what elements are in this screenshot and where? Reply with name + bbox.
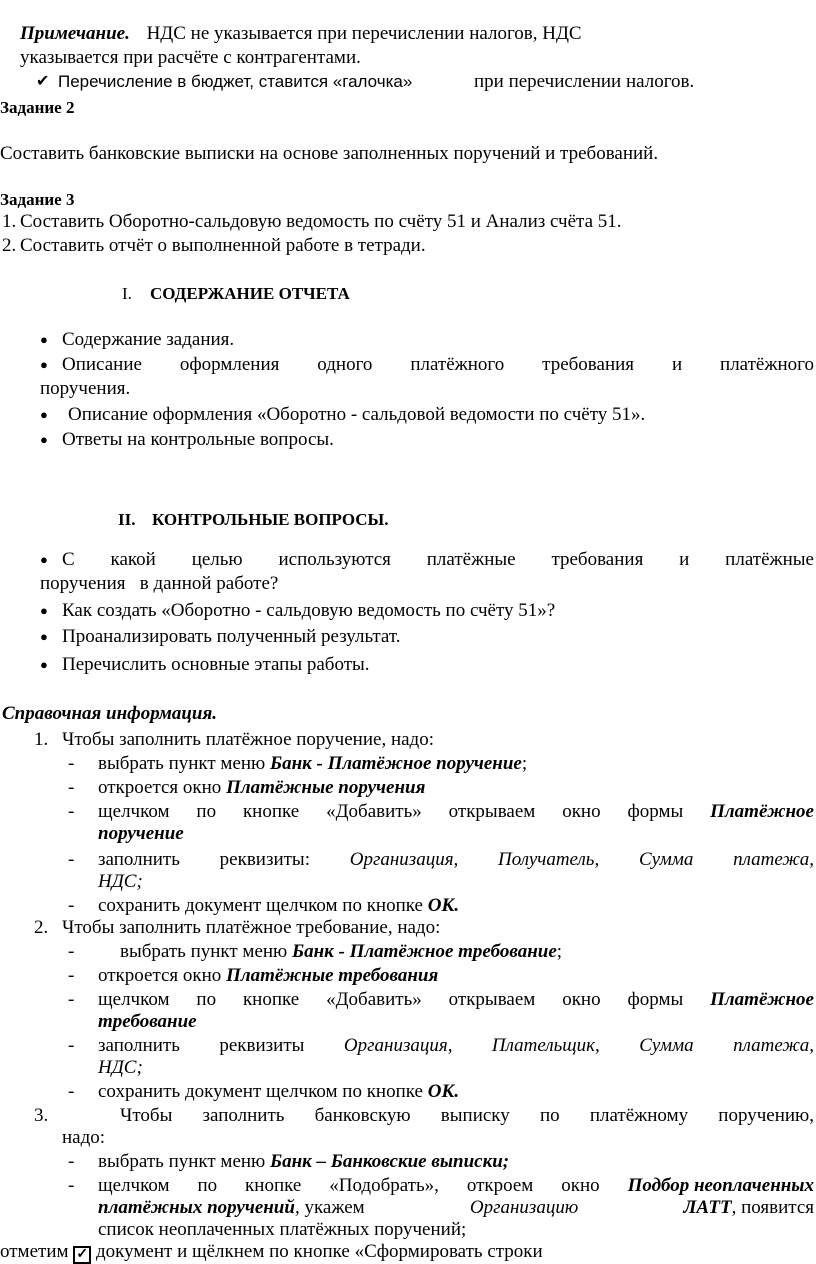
ref-p2-s3 xyxy=(98,988,814,1012)
dash: - xyxy=(68,1035,75,1056)
word: реквизиты: xyxy=(219,849,310,870)
text: ; xyxy=(521,753,528,774)
phrase xyxy=(683,1196,814,1220)
dash: - xyxy=(68,1081,75,1102)
word: по xyxy=(196,801,217,822)
ref-p1-s3-cont: поручение xyxy=(98,823,184,844)
word: открываем xyxy=(448,989,536,1010)
word: какой xyxy=(110,549,156,570)
task3-item-1-num: 1. xyxy=(2,211,17,232)
field: Организация, xyxy=(343,1035,453,1056)
dash: - xyxy=(68,777,75,798)
window-name: Подбор неоплаченных xyxy=(627,1175,814,1196)
word: по xyxy=(539,1105,560,1126)
note-text-2: указывается при расчёте с контрагентами. xyxy=(20,47,361,68)
ref-p1-text: Чтобы заполнить платёжное поручение, надо: xyxy=(62,729,434,750)
ref-p1-s3 xyxy=(98,800,814,824)
word: окно xyxy=(562,989,601,1010)
ref-p2-s4 xyxy=(98,1034,814,1058)
word: одного xyxy=(317,354,373,375)
ref-p1-s5 xyxy=(98,894,459,918)
text: , укажем xyxy=(294,1197,365,1218)
word: оформления xyxy=(179,354,280,375)
word: кнопке xyxy=(242,989,300,1010)
text: ; xyxy=(556,941,563,962)
field: Сумма xyxy=(638,849,694,870)
note-check-text-2: при перечислении налогов. xyxy=(474,71,695,92)
phrase xyxy=(98,1196,365,1220)
task2-title: Задание 2 xyxy=(0,98,75,117)
checkmark-icon: ✔ xyxy=(36,73,50,90)
form-name: Платёжное xyxy=(710,801,814,822)
section2-item-2: Как создать «Оборотно - сальдовую ведомость по счёту 51»? xyxy=(62,600,556,621)
word: заполнить xyxy=(98,1035,180,1056)
word: банковскую xyxy=(314,1105,411,1126)
task2-text: Составить банковские выписки на основе заполненных поручений и требований. xyxy=(0,143,659,164)
ref-p2-s4-cont: НДС; xyxy=(98,1057,143,1078)
word: и xyxy=(679,549,690,570)
bullet-icon: ● xyxy=(40,657,48,672)
word: и xyxy=(671,354,683,375)
word: выписку xyxy=(440,1105,510,1126)
text: отметим xyxy=(0,1241,74,1262)
word: требования xyxy=(551,549,644,570)
ref-p3-text xyxy=(120,1104,814,1128)
word: по xyxy=(196,989,217,1010)
word: заполнить xyxy=(202,1105,285,1126)
dash: - xyxy=(68,895,75,916)
section2-item-1-cont: поручения в данной работе? xyxy=(40,573,279,594)
window-name: Платёжные требования xyxy=(226,965,439,986)
dash: - xyxy=(68,1151,75,1172)
bullet-icon: ● xyxy=(40,407,48,422)
ref-last-line xyxy=(0,1240,543,1264)
text: выбрать пункт меню xyxy=(98,1151,271,1172)
section1-item-1: Содержание задания. xyxy=(62,329,235,350)
window-name: Платёжные поручения xyxy=(226,777,426,798)
ref-p2-s1 xyxy=(120,940,562,964)
bullet-icon: ● xyxy=(40,357,48,372)
ref-p3-text-cont: надо: xyxy=(62,1127,106,1148)
text: выбрать пункт меню xyxy=(98,753,271,774)
text: откроется окно xyxy=(98,965,227,986)
window-name: платёжных поручений xyxy=(98,1197,295,1218)
dash: - xyxy=(68,849,75,870)
ref-p2-s5 xyxy=(98,1080,459,1104)
ref-p2-s3-cont: требование xyxy=(98,1011,197,1032)
section1-item-2-cont: поручения. xyxy=(40,378,131,399)
word: платёжные xyxy=(426,549,516,570)
text: сохранить документ щелчком по кнопке xyxy=(98,895,428,916)
word: щелчком xyxy=(98,1175,170,1196)
word: окно xyxy=(562,801,601,822)
field: Плательщик, xyxy=(491,1035,600,1056)
field: Получатель, xyxy=(498,849,600,870)
note-label: Примечание. xyxy=(20,23,130,44)
text: сохранить документ щелчком по кнопке xyxy=(98,1081,428,1102)
ref-p2-num: 2. xyxy=(34,917,49,938)
word: требования xyxy=(542,354,635,375)
dash: - xyxy=(68,753,75,774)
field: платежа, xyxy=(733,849,814,870)
ref-p1-s4-cont: НДС; xyxy=(98,871,143,892)
task3-item-2: Составить отчёт о выполненной работе в тетради. xyxy=(20,235,426,256)
dash: - xyxy=(68,1175,75,1196)
text: выбрать пункт меню xyxy=(120,941,293,962)
field: Сумма xyxy=(639,1035,694,1056)
note-text-1: НДС не указывается при перечислении налогов, НДС xyxy=(146,23,582,44)
field: Организация, xyxy=(349,849,459,870)
word: щелчком xyxy=(98,801,170,822)
word: поручению, xyxy=(718,1105,814,1126)
word: «Добавить» xyxy=(326,801,422,822)
dash: - xyxy=(68,801,75,822)
section2-item-4: Перечислить основные этапы работы. xyxy=(62,654,370,675)
word: формы xyxy=(627,989,684,1010)
word: щелчком xyxy=(98,989,170,1010)
ref-p3-s1 xyxy=(98,1150,509,1174)
section2-num: II. xyxy=(118,510,136,529)
word: используются xyxy=(278,549,391,570)
menu-path: Банк - Платёжное поручение xyxy=(270,753,522,774)
word: «Подобрать», xyxy=(329,1175,439,1196)
section2-title: КОНТРОЛЬНЫЕ ВОПРОСЫ. xyxy=(152,510,389,529)
field: Организацию xyxy=(469,1197,579,1218)
checkbox-checked-icon: ✓ xyxy=(73,1246,91,1264)
word: целью xyxy=(191,549,243,570)
word: Описание xyxy=(62,354,142,375)
bullet-icon: ● xyxy=(40,552,48,567)
org-name: ЛАТТ xyxy=(683,1197,732,1218)
word: платёжного xyxy=(720,354,814,375)
task3-title: Задание 3 xyxy=(0,190,75,209)
note-check-text: Перечисление в бюджет, ставится «галочка» xyxy=(58,72,413,91)
task3-item-2-num: 2. xyxy=(2,235,17,256)
word: кнопке xyxy=(245,1175,302,1196)
task3-item-1: Составить Оборотно-сальдовую ведомость по счёту 51 и Анализ счёта 51. xyxy=(20,211,622,232)
menu-path: Банк – Банковские выписки; xyxy=(270,1151,510,1172)
ref-p2-s2 xyxy=(98,964,438,988)
section2-item-3: Проанализировать полученный результат. xyxy=(62,626,401,647)
word: откроем xyxy=(466,1175,534,1196)
word: открываем xyxy=(448,801,536,822)
button-name: ОК. xyxy=(427,1081,460,1102)
word: С xyxy=(62,549,75,570)
ref-p1-s1 xyxy=(98,752,527,776)
ref-p1-s4 xyxy=(98,848,814,872)
word: по xyxy=(197,1175,218,1196)
ref-p1-s2 xyxy=(98,776,425,800)
bullet-icon: ● xyxy=(40,332,48,347)
dash: - xyxy=(68,989,75,1010)
word: Чтобы xyxy=(120,1105,173,1126)
word: реквизиты xyxy=(219,1035,305,1056)
ref-p3-s2-cont xyxy=(98,1196,814,1220)
text: откроется окно xyxy=(98,777,227,798)
section1-num: I. xyxy=(122,284,132,303)
text: документ и щёлкнем по кнопке «Сформировать строки xyxy=(91,1241,543,1262)
ref-p3-s2-cont-2: список неоплаченных платёжных поручений; xyxy=(98,1219,467,1240)
section1-item-2 xyxy=(62,353,814,377)
section1-title: СОДЕРЖАНИЕ ОТЧЕТА xyxy=(150,284,350,303)
word: «Добавить» xyxy=(326,989,422,1010)
word: платёжному xyxy=(589,1105,689,1126)
menu-path: Банк - Платёжное требование xyxy=(292,941,557,962)
section1-item-3: Описание оформления «Оборотно - сальдовой ведомости по счёту 51». xyxy=(68,404,646,425)
field: платежа, xyxy=(733,1035,814,1056)
ref-p1-num: 1. xyxy=(34,729,49,750)
dash: - xyxy=(68,941,75,962)
button-name: ОК. xyxy=(427,895,460,916)
word: кнопке xyxy=(242,801,300,822)
word: платёжные xyxy=(725,549,814,570)
word: платёжного xyxy=(410,354,505,375)
word: окно xyxy=(561,1175,600,1196)
bullet-icon: ● xyxy=(40,432,48,447)
bullet-icon: ● xyxy=(40,629,48,644)
form-name: Платёжное xyxy=(710,989,814,1010)
reference-title: Справочная информация. xyxy=(2,703,218,724)
ref-p2-text: Чтобы заполнить платёжное требование, надо: xyxy=(62,917,441,938)
word: заполнить xyxy=(98,849,180,870)
bullet-icon: ● xyxy=(40,603,48,618)
word: формы xyxy=(627,801,684,822)
text: , появится xyxy=(731,1197,814,1218)
ref-p3-s2 xyxy=(98,1174,814,1198)
section2-item-1 xyxy=(62,548,814,572)
dash: - xyxy=(68,965,75,986)
note-line-1 xyxy=(20,22,582,46)
ref-p3-num: 3. xyxy=(34,1105,49,1126)
section1-item-4: Ответы на контрольные вопросы. xyxy=(62,429,334,450)
